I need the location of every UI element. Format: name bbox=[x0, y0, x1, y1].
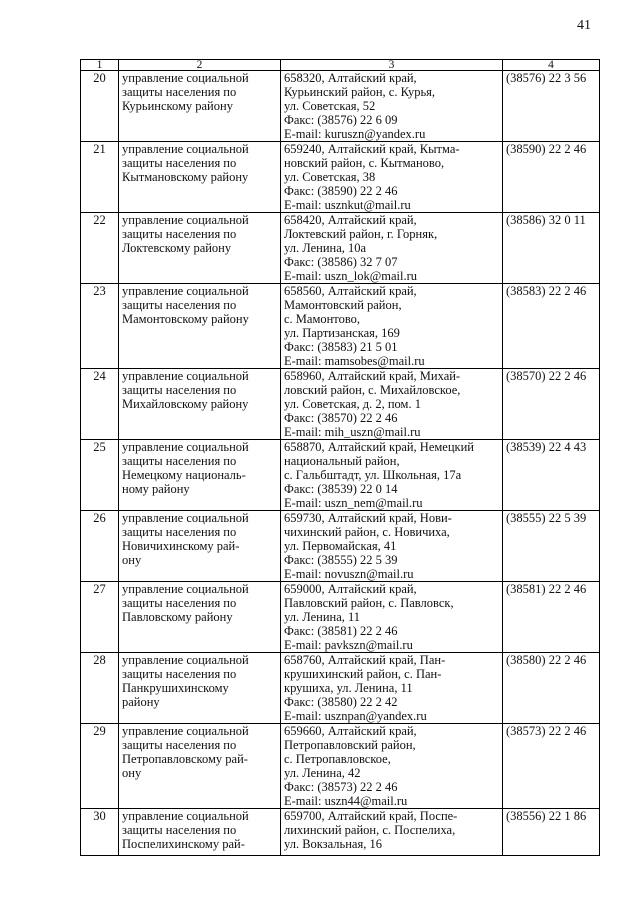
row-number-cell: 27 bbox=[81, 582, 119, 653]
header-row bbox=[81, 60, 600, 71]
row-number-cell: 20 bbox=[81, 71, 119, 142]
phone-cell: (38583) 22 2 46 bbox=[503, 284, 600, 369]
table-row bbox=[81, 809, 600, 856]
table-row bbox=[81, 653, 600, 724]
phone-cell: (38576) 22 3 56 bbox=[503, 71, 600, 142]
address-cell: 658560, Алтайский край, Мамонтовский район, с. Мамонтово, ул. Партизанская, 169 Факс: (38583) 21 5 01 E-mail: mamsobes@mail.ru bbox=[281, 284, 503, 369]
registry-table-body bbox=[81, 60, 600, 856]
address-cell: 658420, Алтайский край, Локтевский район, г. Горняк, ул. Ленина, 10а Факс: (38586) 32 7 07 E-mail: uszn_lok@mail.ru bbox=[281, 213, 503, 284]
address-cell: 658760, Алтайский край, Пан- крушихинский район, с. Пан- крушиха, ул. Ленина, 11 Факс: (38580) 22 2 42 E-mail: usznpan@yandex.ru bbox=[281, 653, 503, 724]
phone-cell: (38580) 22 2 46 bbox=[503, 653, 600, 724]
organization-cell: управление социальной защиты населения по Мамонтовскому району bbox=[119, 284, 281, 369]
table-row bbox=[81, 142, 600, 213]
phone-cell: (38586) 32 0 11 bbox=[503, 213, 600, 284]
header-cell-phone: 4 bbox=[503, 60, 600, 71]
row-number-cell: 28 bbox=[81, 653, 119, 724]
organization-cell: управление социальной защиты населения по Поспелихинскому рай- bbox=[119, 809, 281, 856]
address-cell: 659730, Алтайский край, Нови- чихинский район, с. Новичиха, ул. Первомайская, 41 Факс: (38555) 22 5 39 E-mail: novuszn@mail.ru bbox=[281, 511, 503, 582]
phone-cell: (38570) 22 2 46 bbox=[503, 369, 600, 440]
organization-cell: управление социальной защиты населения по Кытмановскому району bbox=[119, 142, 281, 213]
organization-cell: управление социальной защиты населения по Локтевскому району bbox=[119, 213, 281, 284]
header-cell-number: 1 bbox=[81, 60, 119, 71]
header-cell-address: 3 bbox=[281, 60, 503, 71]
row-number-cell: 21 bbox=[81, 142, 119, 213]
phone-cell: (38555) 22 5 39 bbox=[503, 511, 600, 582]
table-row bbox=[81, 284, 600, 369]
table-row bbox=[81, 369, 600, 440]
organization-cell: управление социальной защиты населения по Павловскому району bbox=[119, 582, 281, 653]
address-cell: 658870, Алтайский край, Немецкий национальный район, с. Гальбштадт, ул. Школьная, 17а Факс: (38539) 22 0 14 E-mail: uszn_nem@mail.ru bbox=[281, 440, 503, 511]
table-row bbox=[81, 582, 600, 653]
table-row bbox=[81, 71, 600, 142]
row-number-cell: 30 bbox=[81, 809, 119, 856]
phone-cell: (38573) 22 2 46 bbox=[503, 724, 600, 809]
address-cell: 659700, Алтайский край, Поспе- лихинский район, с. Поспелиха, ул. Вокзальная, 16 bbox=[281, 809, 503, 856]
row-number-cell: 26 bbox=[81, 511, 119, 582]
table-row bbox=[81, 511, 600, 582]
address-cell: 659000, Алтайский край, Павловский район, с. Павловск, ул. Ленина, 11 Факс: (38581) 22 2 46 E-mail: pavkszn@mail.ru bbox=[281, 582, 503, 653]
phone-cell: (38539) 22 4 43 bbox=[503, 440, 600, 511]
row-number-cell: 25 bbox=[81, 440, 119, 511]
address-cell: 659660, Алтайский край, Петропавловский район, с. Петропавловское, ул. Ленина, 42 Факс: (38573) 22 2 46 E-mail: uszn44@mail.ru bbox=[281, 724, 503, 809]
address-cell: 658320, Алтайский край, Курьинский район, с. Курья, ул. Советская, 52 Факс: (38576) 22 6 09 E-mail: kuruszn@yandex.ru bbox=[281, 71, 503, 142]
header-cell-organization: 2 bbox=[119, 60, 281, 71]
table-row bbox=[81, 440, 600, 511]
table-row bbox=[81, 213, 600, 284]
phone-cell: (38556) 22 1 86 bbox=[503, 809, 600, 856]
organization-cell: управление социальной защиты населения по Курьинскому району bbox=[119, 71, 281, 142]
organization-cell: управление социальной защиты населения по Немецкому националь- ному району bbox=[119, 440, 281, 511]
row-number-cell: 22 bbox=[81, 213, 119, 284]
organization-cell: управление социальной защиты населения по Михайловскому району bbox=[119, 369, 281, 440]
phone-cell: (38590) 22 2 46 bbox=[503, 142, 600, 213]
table-row bbox=[81, 724, 600, 809]
row-number-cell: 23 bbox=[81, 284, 119, 369]
registry-table bbox=[80, 59, 600, 856]
organization-cell: управление социальной защиты населения по Петропавловскому рай- ону bbox=[119, 724, 281, 809]
row-number-cell: 29 bbox=[81, 724, 119, 809]
page-number: 41 bbox=[577, 18, 591, 33]
organization-cell: управление социальной защиты населения по Панкрушихинскому району bbox=[119, 653, 281, 724]
address-cell: 659240, Алтайский край, Кытма- новский район, с. Кытманово, ул. Советская, 38 Факс: (38590) 22 2 46 E-mail: usznkut@mail.ru bbox=[281, 142, 503, 213]
address-cell: 658960, Алтайский край, Михай- ловский район, с. Михайловское, ул. Советская, д. 2, пом. 1 Факс: (38570) 22 2 46 E-mail: mih_uszn@mail.ru bbox=[281, 369, 503, 440]
phone-cell: (38581) 22 2 46 bbox=[503, 582, 600, 653]
organization-cell: управление социальной защиты населения по Новичихинскому рай- ону bbox=[119, 511, 281, 582]
row-number-cell: 24 bbox=[81, 369, 119, 440]
